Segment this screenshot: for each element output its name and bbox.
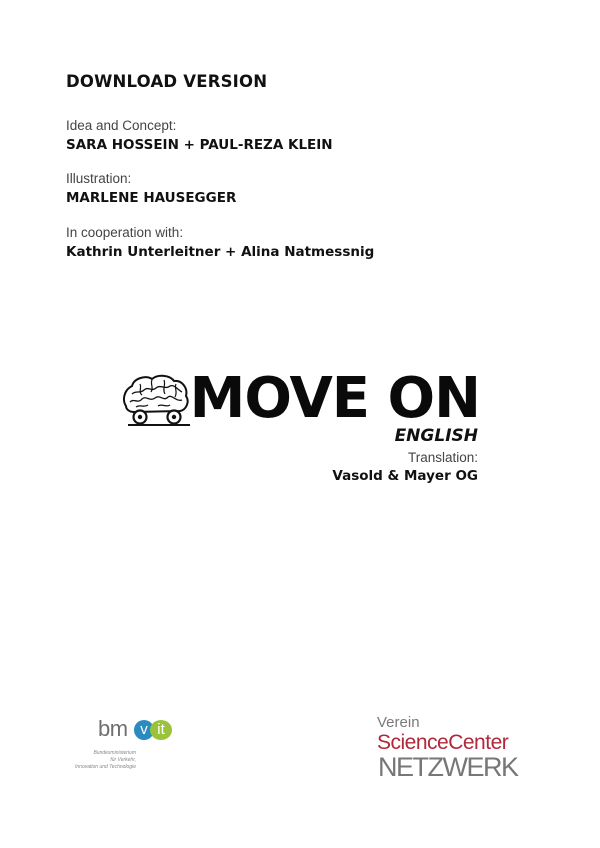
sc-verein: Verein bbox=[377, 714, 420, 731]
sciencecenter-logo bbox=[377, 714, 547, 784]
logo-title: MOVE ON bbox=[189, 366, 480, 431]
bmvit-it-circle: it bbox=[150, 720, 172, 740]
bmvit-logo bbox=[62, 716, 192, 776]
translator-name: Vasold & Mayer OG bbox=[332, 468, 478, 484]
move-on-logo bbox=[120, 368, 480, 488]
sc-netzwerk: NETZWERK bbox=[378, 752, 518, 782]
bmvit-subtitle-line: für Verkehr, bbox=[110, 757, 136, 763]
credit-role: Illustration: bbox=[66, 171, 132, 186]
bmvit-subtitle-line: Bundesministerium bbox=[93, 750, 136, 756]
brain-car-icon bbox=[120, 372, 192, 430]
bmvit-subtitle-line: Innovation und Technologie bbox=[75, 764, 136, 770]
credit-role: Idea and Concept: bbox=[66, 118, 177, 133]
credit-names: SARA HOSSEIN + PAUL-REZA KLEIN bbox=[66, 137, 333, 153]
credit-role: In cooperation with: bbox=[66, 225, 184, 240]
credit-names: MARLENE HAUSEGGER bbox=[66, 190, 237, 206]
bmvit-prefix: bm bbox=[98, 716, 128, 741]
credit-cooperation bbox=[66, 224, 374, 261]
credit-idea bbox=[66, 117, 333, 154]
bmvit-v-circle: v bbox=[134, 720, 154, 740]
credit-names: Kathrin Unterleitner + Alina Natmessnig bbox=[66, 244, 375, 260]
translation-label: Translation: bbox=[407, 450, 478, 465]
language-label: ENGLISH bbox=[394, 426, 478, 446]
page-heading: DOWNLOAD VERSION bbox=[66, 72, 268, 91]
sc-name: ScienceCenter bbox=[377, 731, 509, 754]
credit-illustration bbox=[66, 170, 236, 207]
